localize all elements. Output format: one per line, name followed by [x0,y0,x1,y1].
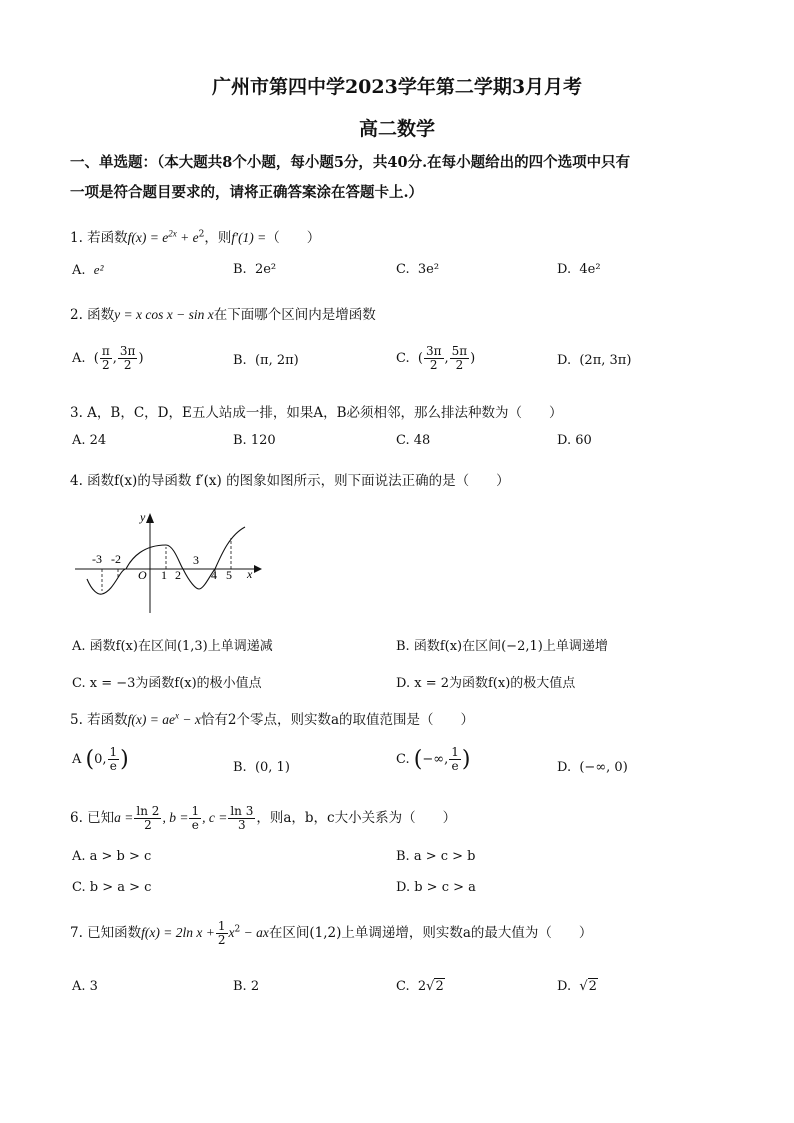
question-6 [70,805,456,832]
opt-label: C. [396,979,410,994]
denominator: 2 [144,818,152,832]
q6-option-b: B. a > c > b [396,849,476,864]
denominator: e [109,759,117,773]
q7-option-a: A. 3 [72,979,98,994]
section-instructions-line1: 一、单选题：（本大题共8个小题，每小题5分，共40分.在每小题给出的四个选项中只有 [70,154,631,171]
q2-prefix: 2. 函数 [70,307,115,323]
q7-func3: − ax [240,925,269,940]
q7-option-c: C. 2√2 [396,979,444,994]
opt-label: C. [396,752,410,767]
q1-blank: （ ） [266,230,321,246]
opt-coef: 2 [417,979,427,994]
q1-option-a [72,262,103,278]
q1-func: f(x) = e [127,230,169,245]
opt-value: (−∞, 0) [579,760,628,775]
q5-option-c: C. (−∞, $\frac{1}{e}$ ) [396,745,471,773]
radicand: 2 [435,979,444,994]
numerator: 1 [191,804,200,818]
q7-func: f(x) = 2ln x + [141,925,215,940]
q2-option-c: C. ( $\frac{3\pi}{2}$ , $\frac{5\pi}{2}$ ) [396,344,476,372]
opt-value: (0, 1) [254,760,290,775]
fraction [424,345,444,372]
q7-func2: x [228,925,235,940]
fraction [108,746,120,773]
q1-mid: ，则 [204,230,232,246]
page-subtitle: 高二数学 [358,118,435,140]
opt-label: D. [557,262,572,277]
q6-prefix: 6. 已知 [70,810,115,826]
denominator: 2 [123,358,132,372]
question-2 [70,303,376,323]
q1-prefix: 1. 若函数 [70,230,128,246]
tick-label: 3 [193,553,199,567]
q6-b-var: , b = [162,810,189,825]
fraction [134,805,161,832]
opt-label: B. [233,262,247,277]
denominator: 2 [455,358,464,372]
section-instructions-line2: 一项是符合题目要求的，请将正确答案涂在答题卡上.） [70,184,424,201]
opt-value: 2e² [254,262,277,277]
q1-deriv: f′(1) = [231,230,267,245]
q2-func: y = x cos x − sin x [114,307,214,322]
opt-label: D. [557,353,572,368]
x-axis-label: x [247,567,253,581]
opt-value: e² [93,262,104,277]
opt-left: −∞, [422,752,449,767]
opt-left: 0, [94,752,107,767]
question-3: 3. A，B，C，D，E五人站成一排，如果A，B必须相邻，那么排法种数为（ ） [70,405,563,421]
denominator: e [451,759,459,773]
q2-option-d [557,353,631,368]
q1-option-c [396,262,439,277]
opt-label: C. [396,262,410,277]
opt-label: D. [557,760,572,775]
denominator: 2 [217,933,226,947]
q4-option-a: A. 函数f(x)在区间(1,3)上单调递减 [72,639,273,654]
numerator: 3π [425,344,442,358]
opt-label: B. [233,760,247,775]
q5-option-a: A (0, $\frac{1}{e}$ ) [72,745,129,773]
tick-label: -2 [111,552,121,566]
q6-a-var: a = [114,810,134,825]
opt-value: 3e² [417,262,440,277]
denominator: 2 [102,358,110,372]
q5-suffix: 恰有2个零点，则实数a的取值范围是（ ） [200,712,475,728]
q5-func2: − x [179,712,201,727]
fraction [118,345,138,372]
opt-label: A. [72,263,86,278]
radicand: 2 [588,979,597,994]
q1-option-d [557,262,601,277]
q1-plus: + e [176,230,199,245]
fraction [216,920,228,947]
q7-exp: 2 [234,924,241,935]
numerator: 5π [451,344,468,358]
fraction [189,805,201,832]
numerator: ln 3 [230,804,254,818]
opt-label: D. [557,979,572,994]
q5-prefix: 5. 若函数 [70,712,128,728]
opt-value: (2π, 3π) [579,353,632,368]
tick-label: 4 [211,568,217,582]
fraction [450,345,470,372]
q4-option-b: B. 函数f(x)在区间(−2,1)上单调递增 [396,639,608,654]
opt-label: A. [72,351,86,366]
q1-option-b [233,262,276,277]
question-4: 4. 函数f(x)的导函数 f′(x) 的图象如图所示，则下面说法正确的是（ ） [70,473,510,489]
numerator: ln 2 [136,804,160,818]
origin-label: O [138,568,147,582]
q3-option-d: D. 60 [557,433,592,448]
x-axis-arrow [254,565,262,573]
fraction [449,746,461,773]
numerator: π [101,344,110,358]
q6-option-d: D. b > c > a [396,880,476,895]
y-axis-arrow [146,513,154,523]
q3-option-c: C. 48 [396,433,431,448]
opt-label: B. [233,353,247,368]
q2-option-b [233,353,299,368]
y-axis-label: y [140,510,146,524]
opt-value: (π, 2π) [254,353,299,368]
q5-exp: x [175,710,180,721]
opt-value: 4e² [579,262,601,277]
denominator: 2 [429,358,438,372]
q5-func: f(x) = ae [127,712,176,727]
q7-prefix: 7. 已知函数 [70,925,142,941]
denominator: 3 [238,818,246,832]
q2-option-a: A. ( $\frac{\pi}{2}$ , $\frac{3\pi}{2}$ ) [72,344,144,372]
fraction [100,345,112,372]
q3-option-a: A. 24 [72,433,107,448]
q6-suffix: ，则a，b，c大小关系为（ ） [256,810,457,826]
q5-option-d [557,760,628,775]
q4-option-d: D. x = 2为函数f(x)的极大值点 [396,676,576,691]
q7-option-b: B. 2 [233,979,260,994]
opt-label: C. [396,351,410,366]
q6-option-a: A. a > b > c [72,849,152,864]
q2-suffix: 在下面哪个区间内是增函数 [213,307,376,323]
numerator: 3π [119,344,136,358]
q6-option-c: C. b > a > c [72,880,152,895]
fraction [228,805,255,832]
q4-option-c: C. x = −3为函数f(x)的极小值点 [72,676,262,691]
tick-label: 1 [161,568,167,582]
derivative-graph [70,505,270,615]
tick-label: -3 [92,552,102,566]
question-1 [70,226,320,246]
q1-exp1: 2x [168,228,177,239]
question-5 [70,708,474,728]
tick-label: 2 [175,568,181,582]
q1-exp2: 2 [198,229,205,240]
numerator: 1 [451,745,459,759]
q7-option-d: D. √2 [557,979,597,994]
q7-suffix: 在区间(1,2)上单调递增，则实数a的最大值为（ ） [268,925,593,941]
tick-label: 5 [226,568,232,582]
page-title: 广州市第四中学2023学年第二学期3月月考 [211,76,583,98]
q3-option-b: B. 120 [233,433,276,448]
denominator: e [191,818,199,832]
numerator: 1 [109,745,118,759]
q6-c-var: , c = [202,810,228,825]
question-7 [70,920,592,947]
q5-option-b [233,760,290,775]
opt-label: A [72,752,82,767]
numerator: 1 [217,919,226,933]
